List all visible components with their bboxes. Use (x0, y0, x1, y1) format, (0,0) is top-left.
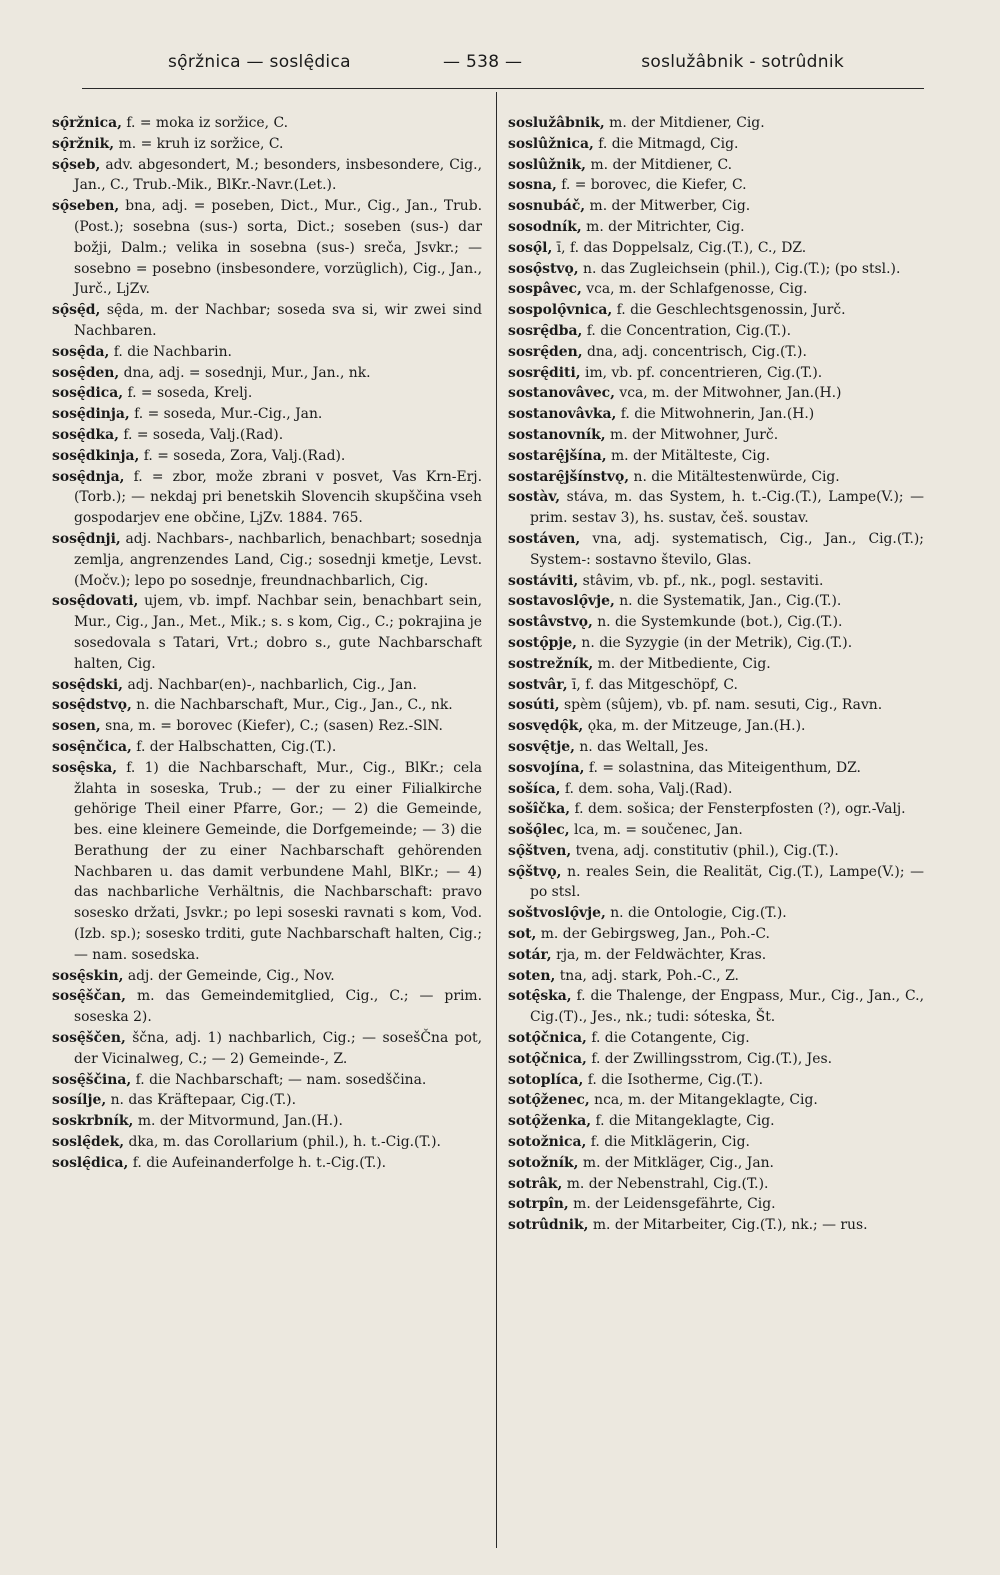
entry-headword: sotár, (508, 946, 552, 963)
dictionary-entry (508, 259, 924, 280)
entry-definition: dka, m. das Corollarium (phil.), h. t.-Cig.(T.). (128, 1134, 441, 1151)
entry-headword: sosę̑dnji, (52, 530, 121, 547)
entry-definition: dna, adj. = sosednji, Mur., Jan., nk. (123, 364, 371, 381)
entry-headword: sosę̑ska, (52, 759, 118, 776)
entry-definition: f. die Thalenge, der Engpass, Mur., Cig., Jan., C., Cig.(T)., Jes., nk.; tudi: sóteska, Št. (530, 988, 924, 1026)
entry-headword: sosǫ̑l, (508, 239, 553, 256)
entry-definition: ǫka, m. der Mitzeuge, Jan.(H.). (587, 718, 806, 735)
dictionary-entry (508, 134, 924, 155)
entry-definition: f. dem. sošica; der Fensterpfosten (?), ogr.-Valj. (574, 801, 906, 818)
dictionary-entry (52, 716, 482, 737)
entry-definition: nca, m. der Mitangeklagte, Cig. (594, 1092, 818, 1109)
entry-definition: f. dem. soha, Valj.(Rad). (564, 780, 733, 797)
entry-definition: bna, adj. = poseben, Dict., Mur., Cig., Jan., Trub.(Post.); sosebna (sus-) sorta, Dict.; soseben (sus-) dar božji, Dalm.; velika in sosebna (sus-) sreča, Jsvkr.; — sosebno = posebno (insbesondere, vorzüglich), Cig., Jan., Jurč., LjZv. (74, 198, 483, 298)
dictionary-entry (52, 446, 482, 467)
left-column (52, 113, 482, 1174)
dictionary-entry (508, 425, 924, 446)
entry-headword: sǫ̑ržnik, (52, 135, 115, 152)
dictionary-entry (508, 1132, 924, 1153)
dictionary-entry (508, 820, 924, 841)
dictionary-entry (508, 363, 924, 384)
dictionary-entry (52, 404, 482, 425)
entry-headword: sošîčka, (508, 801, 571, 818)
entry-headword: sotrpîn, (508, 1196, 569, 1213)
entry-definition: adj. Nachbars-, nachbarlich, benachbart; sosednja zemlja, angrenzendes Land, Cig.; sosednji kmetje, Levst.(Močv.); lepo po sosednje, freundnachbarlich, Cig. (74, 530, 482, 589)
entry-headword: sosǫ̑stvǫ, (508, 260, 579, 277)
entry-headword: sostâvstvǫ, (508, 614, 593, 631)
entry-headword: soten, (508, 967, 556, 984)
dictionary-entry (52, 383, 482, 404)
entry-definition: f. = borovec, die Kiefer, C. (561, 177, 747, 194)
right-column (508, 113, 924, 1236)
entry-headword: sosę̑nčica, (52, 738, 132, 755)
entry-definition: ščna, adj. 1) nachbarlich, Cig.; — sosešČna pot, der Vicinalweg, C.; — 2) Gemeinde-, Z. (74, 1030, 482, 1067)
dictionary-entry (508, 467, 924, 488)
dictionary-entry (52, 737, 482, 758)
entry-headword: sostarę̑jšínstvǫ, (508, 468, 630, 485)
dictionary-entry (508, 737, 924, 758)
entry-headword: sosę̑dica, (52, 385, 124, 402)
entry-headword: sǫ̑sę̑d, (52, 302, 101, 319)
entry-headword: sostanovâvka, (508, 406, 617, 423)
entry-definition: f. = moka iz soržice, C. (126, 115, 289, 131)
entry-headword: sosrę̑dba, (508, 322, 583, 339)
dictionary-entry (508, 1215, 924, 1236)
entry-headword: sostáven, (508, 530, 581, 547)
entry-definition: sna, m. = borovec (Kiefer), C.; (sasen) Rez.-SlN. (105, 718, 443, 735)
dictionary-entry (508, 799, 924, 820)
entry-headword: sosę̑skin, (52, 967, 124, 984)
entry-definition: im, vb. pf. concentrieren, Cig.(T.). (585, 364, 823, 381)
entry-definition: f. = solastnina, das Miteigenthum, DZ. (588, 759, 861, 776)
entry-definition: ī, f. das Doppelsalz, Cig.(T.), C., DZ. (556, 239, 807, 256)
dictionary-entry (508, 966, 924, 987)
entry-definition: m. = kruh iz soržice, C. (118, 135, 284, 152)
dictionary-entry (52, 966, 482, 987)
entry-definition: f. die Mitangeklagte, Cig. (595, 1113, 775, 1130)
entry-definition: adj. Nachbar(en)-, nachbarlich, Cig., Jan. (127, 676, 417, 693)
header-rule (82, 88, 924, 89)
entry-headword: sosodník, (508, 218, 582, 235)
entry-definition: m. der Gebirgsweg, Jan., Poh.-C. (540, 926, 770, 943)
entry-headword: sosrę̑diti, (508, 364, 581, 381)
entry-definition: stâvim, vb. pf., nk., pogl. sestaviti. (582, 572, 824, 589)
dictionary-entry (508, 1194, 924, 1215)
dictionary-entry (508, 633, 924, 654)
dictionary-entry (508, 155, 924, 176)
dictionary-entry (508, 695, 924, 716)
header-left-guide-words: sǫ̑ržnica — soslę̑dica (168, 52, 351, 72)
entry-headword: sostvâr, (508, 676, 568, 693)
dictionary-entry (508, 321, 924, 342)
dictionary-entry (508, 716, 924, 737)
entry-definition: f. die Mitwohnerin, Jan.(H.) (620, 406, 815, 423)
dictionary-entry (508, 1111, 924, 1132)
entry-definition: m. der Mitkläger, Cig., Jan. (582, 1154, 774, 1171)
dictionary-entry (508, 758, 924, 779)
entry-definition: ī, f. das Mitgeschöpf, C. (571, 676, 738, 693)
entry-headword: sošíca, (508, 780, 561, 797)
entry-definition: f. die Nachbarin. (113, 343, 232, 360)
dictionary-entry (508, 986, 924, 1028)
entry-headword: soslûžnik, (508, 156, 587, 173)
entry-definition: f. = zbor, može zbrani v posvet, Vas Krn-Erj.(Torb.); — nekdaj pri benetskih Slovencih skupščina vseh gospodarjev ene občine, LjZv. 1884. 765. (74, 468, 483, 527)
entry-definition: n. das Zugleichsein (phil.), Cig.(T.); (po stsl.). (583, 260, 901, 277)
entry-definition: f. = soseda, Mur.-Cig., Jan. (134, 406, 323, 423)
dictionary-entry (52, 1070, 482, 1091)
dictionary-entry (508, 404, 924, 425)
dictionary-entry (508, 196, 924, 217)
entry-headword: sosę̑dski, (52, 676, 124, 693)
dictionary-entry (508, 1090, 924, 1111)
entry-headword: soskrbník, (52, 1113, 134, 1130)
dictionary-entry (508, 779, 924, 800)
entry-definition: n. die Nachbarschaft, Mur., Cig., Jan., C., nk. (136, 697, 453, 714)
entry-definition: tna, adj. stark, Poh.-C., Z. (559, 967, 739, 984)
entry-definition: n. die Syzygie (in der Metrik), Cig.(T.). (581, 634, 853, 651)
dictionary-entry (52, 529, 482, 591)
entry-definition: m. der Mitdiener, C. (590, 156, 733, 173)
entry-definition: f. = soseda, Zora, Valj.(Rad). (143, 447, 346, 464)
entry-headword: sotožnica, (508, 1134, 587, 1151)
entry-headword: sosrę̑den, (508, 343, 583, 360)
dictionary-entry (52, 134, 482, 155)
entry-definition: n. die Ontologie, Cig.(T.). (610, 905, 787, 922)
dictionary-entry (508, 529, 924, 571)
entry-headword: sotǫ̑čnica, (508, 1050, 587, 1067)
entry-headword: sosvojína, (508, 759, 585, 776)
entry-definition: spèm (sûjem), vb. pf. nam. sesuti, Cig., Ravn. (563, 697, 883, 714)
dictionary-entry (508, 175, 924, 196)
entry-definition: m. der Mitwerber, Cig. (589, 198, 751, 215)
entry-headword: sotrâk, (508, 1175, 563, 1192)
entry-definition: m. der Mitvormund, Jan.(H.). (137, 1113, 343, 1130)
entry-headword: sot, (508, 926, 537, 943)
dictionary-entry (52, 363, 482, 384)
dictionary-entry (52, 1153, 482, 1174)
dictionary-entry (52, 467, 482, 529)
dictionary-entry (508, 1174, 924, 1195)
dictionary-entry (52, 196, 482, 300)
entry-headword: sosę̑ščina, (52, 1071, 132, 1088)
entry-definition: ujem, vb. impf. Nachbar sein, benachbart sein, Mur., Cig., Jan., Met., Mik.; s. s kom, Cig., C.; pokrajina je sosedovala s Tatari, Vrt.; dobro s., gute Nachbarschaft halten, Cig. (74, 593, 482, 672)
dictionary-entry (508, 924, 924, 945)
entry-headword: sotę̑ska, (508, 988, 572, 1005)
entry-headword: sǫ̑štvǫ, (508, 863, 562, 880)
dictionary-entry (508, 383, 924, 404)
entry-headword: sostavoslǫ̑vje, (508, 593, 615, 610)
entry-definition: m. der Mitwohner, Jurč. (610, 426, 779, 443)
entry-definition: m. der Mitrichter, Cig. (586, 218, 745, 235)
dictionary-entry (52, 1028, 482, 1070)
dictionary-entry (508, 113, 924, 134)
entry-headword: sosílje, (52, 1092, 107, 1109)
entry-definition: f. die Geschlechtsgenossin, Jurč. (616, 302, 846, 319)
entry-headword: sosę̑dstvǫ, (52, 697, 132, 714)
entry-headword: sosę̑da, (52, 343, 110, 360)
entry-definition: vca, m. der Mitwohner, Jan.(H.) (619, 385, 842, 402)
entry-headword: sospolǫ̑vnica, (508, 302, 613, 319)
entry-definition: n. die Systemkunde (bot.), Cig.(T.). (597, 614, 843, 631)
entry-headword: sosę̑dinja, (52, 406, 130, 423)
entry-headword: sosę̑den, (52, 364, 120, 381)
entry-definition: stáva, m. das System, h. t.-Cig.(T.), Lampe(V.); — prim. sestav 3), hs. sustav, češ. soustav. (530, 489, 924, 527)
dictionary-entry (52, 758, 482, 966)
dictionary-entry (52, 1090, 482, 1111)
entry-definition: f. die Cotangente, Cig. (591, 1030, 750, 1047)
dictionary-entry (508, 217, 924, 238)
entry-headword: soslûžnica, (508, 135, 594, 152)
dictionary-entry (52, 155, 482, 197)
dictionary-entry (508, 675, 924, 696)
entry-definition: vca, m. der Schlafgenosse, Cig. (586, 281, 808, 298)
dictionary-entry (508, 342, 924, 363)
entry-headword: sosen, (52, 718, 101, 735)
entry-headword: sosę̑dka, (52, 426, 119, 443)
entry-headword: soslę̑dica, (52, 1154, 129, 1171)
entry-headword: sǫ̑štven, (508, 842, 572, 859)
entry-definition: f. der Halbschatten, Cig.(T.). (136, 738, 337, 755)
entry-headword: sǫ̑seb, (52, 156, 101, 173)
header-right-guide-words: soslužâbnik - sotrûdnik (641, 52, 844, 72)
entry-definition: m. der Mitälteste, Cig. (610, 447, 771, 464)
entry-headword: sostarę̑jšína, (508, 447, 607, 464)
entry-headword: sotožník, (508, 1154, 579, 1171)
entry-definition: f. die Nachbarschaft; — nam. sosedščina. (135, 1071, 427, 1088)
dictionary-entry (508, 300, 924, 321)
dictionary-entry (508, 571, 924, 592)
entry-headword: soštvoslǫ̑vje, (508, 905, 606, 922)
dictionary-entry (508, 279, 924, 300)
dictionary-entry (52, 675, 482, 696)
entry-definition: m. der Mitbediente, Cig. (597, 655, 771, 672)
entry-headword: sosę̑ščen, (52, 1030, 126, 1047)
entry-definition: m. das Gemeindemitglied, Cig., C.; — prim. soseska 2). (74, 988, 482, 1026)
dictionary-entry (52, 591, 482, 674)
entry-definition: f. die Isotherme, Cig.(T.). (587, 1071, 764, 1088)
entry-definition: n. das Weltall, Jes. (579, 738, 709, 755)
entry-definition: n. die Systematik, Jan., Cig.(T.). (619, 593, 842, 610)
entry-headword: sotǫ̑ženec, (508, 1092, 590, 1109)
entry-headword: sostǫ̑pje, (508, 634, 577, 651)
entry-definition: f. der Zwillingsstrom, Cig.(T.), Jes. (591, 1050, 832, 1067)
entry-definition: adv. abgesondert, M.; besonders, insbesondere, Cig., Jan., C., Trub.-Mik., BlKr.-Navr.(Let.). (74, 156, 482, 194)
dictionary-entry (52, 695, 482, 716)
entry-headword: sosna, (508, 177, 557, 194)
entry-definition: f. = soseda, Valj.(Rad). (123, 426, 284, 443)
entry-headword: sostáviti, (508, 572, 579, 589)
entry-definition: n. reales Sein, die Realität, Cig.(T.), Lampe(V.); — po stsl. (530, 863, 924, 901)
entry-definition: m. der Nebenstrahl, Cig.(T.). (566, 1175, 769, 1192)
entry-definition: f. = soseda, Krelj. (127, 385, 253, 402)
entry-definition: f. die Mitklägerin, Cig. (590, 1134, 750, 1151)
entry-headword: sǫ̑seben, (52, 198, 120, 215)
dictionary-entry (508, 1153, 924, 1174)
entry-definition: f. die Concentration, Cig.(T.). (586, 322, 792, 339)
entry-definition: vna, adj. systematisch, Cig., Jan., Cig.(T.); System-: sostavno število, Glas. (530, 530, 924, 568)
dictionary-entry (508, 903, 924, 924)
entry-headword: sosvędǫ̑k, (508, 718, 584, 735)
entry-definition: adj. der Gemeinde, Cig., Nov. (127, 967, 335, 984)
entry-headword: sotǫ̑čnica, (508, 1030, 587, 1047)
dictionary-entry (508, 446, 924, 467)
dictionary-entry (508, 945, 924, 966)
dictionary-entry (508, 862, 924, 904)
dictionary-entry (508, 1049, 924, 1070)
entry-definition: dna, adj. concentrisch, Cig.(T.). (586, 343, 807, 360)
entry-headword: sosę̑dnja, (52, 468, 125, 485)
entry-definition: sę̑da, m. der Nachbar; soseda sva si, wir zwei sind Nachbaren. (74, 302, 482, 339)
dictionary-entry (508, 487, 924, 529)
entry-headword: sosę̑dovati, (52, 593, 139, 610)
entry-definition: n. das Kräftepaar, Cig.(T.). (110, 1092, 296, 1109)
column-divider (496, 92, 497, 1548)
dictionary-entry (508, 591, 924, 612)
dictionary-entry (508, 841, 924, 862)
dictionary-entry (52, 113, 482, 134)
dictionary-entry (508, 1028, 924, 1049)
dictionary-entry (52, 342, 482, 363)
entry-definition: m. der Mitdiener, Cig. (609, 115, 765, 131)
page-number: — 538 — (443, 52, 523, 72)
entry-headword: sosę̑dkinja, (52, 447, 140, 464)
entry-headword: sǫ̑ržnica, (52, 115, 122, 131)
entry-definition: f. die Aufeinanderfolge h. t.-Cig.(T.). (132, 1154, 387, 1171)
entry-headword: sošǫ̑lec, (508, 822, 570, 839)
entry-headword: sotrûdnik, (508, 1217, 589, 1234)
entry-headword: sostanovník, (508, 426, 606, 443)
entry-headword: soslę̑dek, (52, 1134, 125, 1151)
dictionary-entry (52, 1111, 482, 1132)
dictionary-entry (508, 1070, 924, 1091)
entry-definition: f. die Mitmagd, Cig. (598, 135, 739, 152)
entry-headword: sotǫ̑ženka, (508, 1113, 592, 1130)
entry-headword: sosę̑ščan, (52, 988, 126, 1005)
dictionary-entry (52, 300, 482, 342)
dictionary-entry (52, 986, 482, 1028)
dictionary-entry (52, 1132, 482, 1153)
entry-definition: n. die Mitältestenwürde, Cig. (633, 468, 840, 485)
page-header (78, 52, 924, 86)
entry-headword: soslužâbnik, (508, 115, 605, 131)
dictionary-entry (508, 612, 924, 633)
entry-headword: sostàv, (508, 489, 561, 506)
entry-definition: lca, m. = součenec, Jan. (574, 822, 743, 839)
dictionary-entry (52, 425, 482, 446)
entry-headword: sosvę̑tje, (508, 738, 575, 755)
entry-headword: sosúti, (508, 697, 560, 714)
entry-headword: sostrežník, (508, 655, 594, 672)
entry-definition: tvena, adj. constitutiv (phil.), Cig.(T.). (575, 842, 839, 859)
entry-definition: rja, m. der Feldwächter, Kras. (556, 946, 767, 963)
dictionary-entry (508, 654, 924, 675)
dictionary-entry (508, 238, 924, 259)
entry-headword: sosnubáč, (508, 198, 586, 215)
entry-headword: sospâvec, (508, 281, 582, 298)
entry-headword: sostanovâvec, (508, 385, 615, 402)
entry-definition: m. der Leidensgefährte, Cig. (573, 1196, 776, 1213)
entry-definition: m. der Mitarbeiter, Cig.(T.), nk.; — rus. (592, 1217, 868, 1234)
entry-headword: sotoplíca, (508, 1071, 584, 1088)
entry-definition: f. 1) die Nachbarschaft, Mur., Cig., BlKr.; cela žlahta in soseska, Trub.; — der zu einer Filialkirche gehörige Theil einer Pfarre, Gor.; — 2) die Gemeinde, bes. eine kleinere Gemeinde, die Dorfgemeinde; — 3) die Berathung der zu einer Nachbarschaft gehörenden Nachbaren u. das damit verbundene Mahl, BlKr.; — 4) das nachbarliche Verhältnis, die Nachbarschaft: pravo sosesko držati, Jsvkr.; po lepi soseski ravnati s kom, Vod.(Izb. sp.); sosesko trditi, gute Nachbarschaft halten, Cig.; — nam. sosedska. (74, 759, 482, 963)
